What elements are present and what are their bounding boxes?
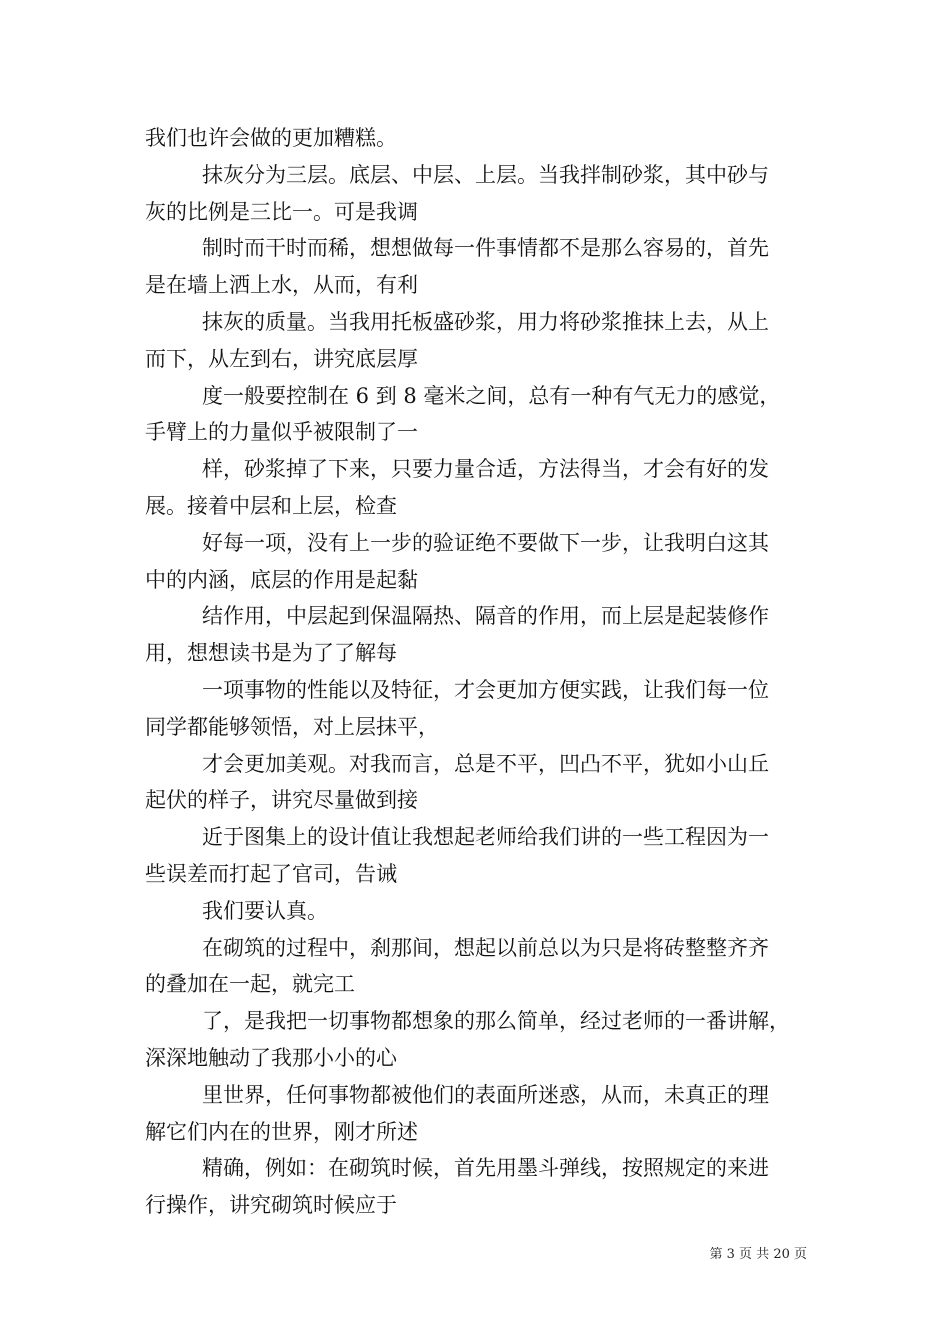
text-line: 结作用，中层起到保温隔热、隔音的作用，而上层是起装修作 bbox=[202, 604, 769, 629]
text-line: 制时而干时而稀，想想做每一件事情都不是那么容易的，首先 bbox=[202, 236, 769, 261]
text-line: 抹灰的质量。当我用托板盛砂浆，用力将砂浆推抹上去，从上 bbox=[202, 309, 769, 334]
text-line: 抹灰分为三层。底层、中层、上层。当我拌制砂浆，其中砂与 bbox=[202, 162, 769, 187]
text-line: 行操作，讲究砌筑时候应于 bbox=[145, 1193, 397, 1218]
body-text bbox=[145, 120, 815, 1224]
page-number-footer: 第 3 页 共 20 页 bbox=[709, 1247, 807, 1262]
text-line: 在砌筑的过程中，刹那间，想起以前总以为只是将砖整整齐齐 bbox=[202, 935, 769, 960]
text-line: 是在墙上洒上水，从而，有利 bbox=[145, 273, 418, 298]
text-line: 精确，例如：在砌筑时候，首先用墨斗弹线，按照规定的来进 bbox=[202, 1156, 769, 1181]
text-line: 手臂上的力量似乎被限制了一 bbox=[145, 420, 418, 445]
text-line: 同学都能够领悟，对上层抹平， bbox=[145, 714, 439, 739]
text-line: 解它们内在的世界，刚才所述 bbox=[145, 1119, 418, 1144]
text-line: 里世界，任何事物都被他们的表面所迷惑，从而，未真正的理 bbox=[202, 1082, 769, 1107]
text-line: 的叠加在一起，就完工 bbox=[145, 972, 355, 997]
text-line: 我们也许会做的更加糟糕。 bbox=[145, 126, 397, 150]
text-line: 样，砂浆掉了下来，只要力量合适，方法得当，才会有好的发 bbox=[202, 457, 769, 482]
text-line: 灰的比例是三比一。可是我调 bbox=[145, 199, 418, 224]
text-line: 用，想想读书是为了了解每 bbox=[145, 641, 397, 666]
text-line: 好每一项，没有上一步的验证绝不要做下一步，让我明白这其 bbox=[202, 530, 769, 555]
text-line: 起伏的样子，讲究尽量做到接 bbox=[145, 788, 418, 813]
text-line: 些误差而打起了官司，告诫 bbox=[145, 861, 397, 886]
text-line: 才会更加美观。对我而言，总是不平，凹凸不平，犹如小山丘 bbox=[202, 751, 769, 776]
text-line: 度一般要控制在 6 到 8 毫米之间，总有一种有气无力的感觉， bbox=[202, 383, 781, 408]
text-line: 我们要认真。 bbox=[202, 898, 328, 923]
text-line: 了，是我把一切事物都想象的那么简单，经过老师的一番讲解， bbox=[202, 1009, 790, 1034]
text-line: 近于图集上的设计值让我想起老师给我们讲的一些工程因为一 bbox=[202, 825, 769, 850]
text-line: 一项事物的性能以及特征，才会更加方便实践，让我们每一位 bbox=[202, 677, 769, 702]
text-line: 中的内涵，底层的作用是起黏 bbox=[145, 567, 418, 592]
text-line: 展。接着中层和上层，检查 bbox=[145, 493, 397, 518]
text-line: 深深地触动了我那小小的心 bbox=[145, 1045, 397, 1070]
text-line: 而下，从左到右，讲究底层厚 bbox=[145, 346, 418, 371]
